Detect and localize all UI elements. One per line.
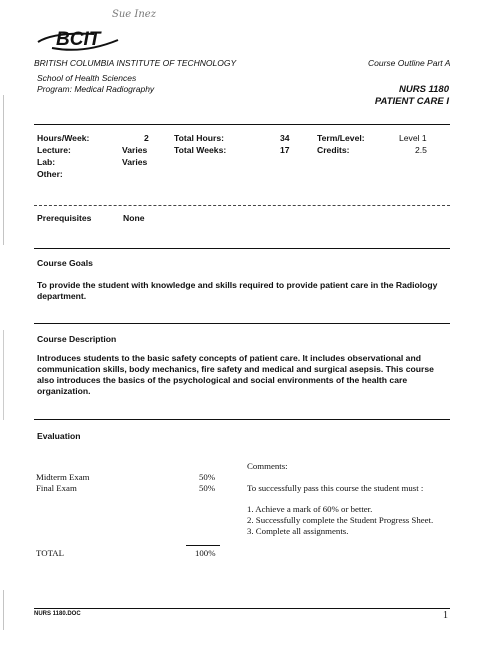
bcit-logo — [34, 18, 134, 58]
lab-value: Varies — [122, 157, 148, 167]
institution-name: BRITISH COLUMBIA INSTITUTE OF TECHNOLOGY — [34, 58, 237, 68]
midterm-exam-weight: 50% — [199, 472, 216, 482]
footer-divider — [34, 608, 450, 609]
requirement-item: 2. Successfully complete the Student Progress Sheet. — [247, 515, 434, 525]
lab-label: Lab: — [37, 157, 56, 167]
lecture-value: Varies — [122, 145, 148, 155]
course-goals-heading: Course Goals — [37, 258, 93, 268]
school-name: School of Health Sciences — [37, 73, 137, 83]
final-exam-weight: 50% — [199, 483, 216, 493]
prerequisites-value: None — [123, 213, 145, 223]
requirement-item: 3. Complete all assignments. — [247, 526, 349, 536]
credits-label: Credits: — [317, 145, 350, 155]
total-weeks-value: 17 — [280, 145, 290, 155]
course-title: PATIENT CARE I — [374, 96, 449, 107]
course-goals-text: To provide the student with knowledge and skills required to provide patient care in the Radiology department. — [37, 280, 438, 301]
pass-intro: To successfully pass this course the student must : — [247, 483, 424, 493]
term-level-label: Term/Level: — [317, 133, 365, 143]
credits-value: 2.5 — [415, 145, 427, 155]
term-level-value: Level 1 — [399, 133, 427, 143]
page-number: 1 — [443, 610, 448, 621]
total-label: TOTAL — [36, 548, 64, 558]
footer-filename: NURS 1180.DOC — [34, 611, 81, 617]
hours-week-label: Hours/Week: — [37, 133, 90, 143]
course-code: NURS 1180 — [399, 84, 449, 95]
total-hours-value: 34 — [280, 133, 290, 143]
scan-artifact — [3, 330, 4, 420]
lecture-label: Lecture: — [37, 145, 71, 155]
divider — [34, 248, 450, 249]
divider — [34, 323, 450, 324]
final-exam-label: Final Exam — [36, 483, 77, 493]
hours-week-value: 2 — [144, 133, 149, 143]
handwritten-note: Sue Inez — [112, 9, 156, 20]
total-weeks-label: Total Weeks: — [174, 145, 227, 155]
total-underline — [186, 545, 220, 546]
evaluation-heading: Evaluation — [37, 431, 81, 441]
comments-label: Comments: — [247, 461, 288, 471]
other-label: Other: — [37, 169, 63, 179]
document-type: Course Outline Part A — [368, 58, 451, 68]
divider — [34, 124, 450, 125]
midterm-exam-label: Midterm Exam — [36, 472, 90, 482]
prerequisites-label: Prerequisites — [37, 213, 92, 223]
divider — [34, 205, 450, 206]
scan-artifact — [3, 590, 4, 630]
course-description-heading: Course Description — [37, 334, 117, 344]
program-name: Program: Medical Radiography — [37, 84, 155, 94]
divider — [34, 419, 450, 420]
requirement-item: 1. Achieve a mark of 60% or better. — [247, 504, 373, 514]
total-hours-label: Total Hours: — [174, 133, 224, 143]
scan-artifact — [3, 95, 4, 245]
svg-text:BCIT: BCIT — [56, 29, 101, 50]
total-value: 100% — [195, 548, 216, 558]
course-description-text: Introduces students to the basic safety concepts of patient care. It includes observational and communication skills, body mechanics, fire safety and medical and surgical asepsis. This course also introduces the basics of the psychological and social environments of the health care organization. — [37, 353, 434, 396]
